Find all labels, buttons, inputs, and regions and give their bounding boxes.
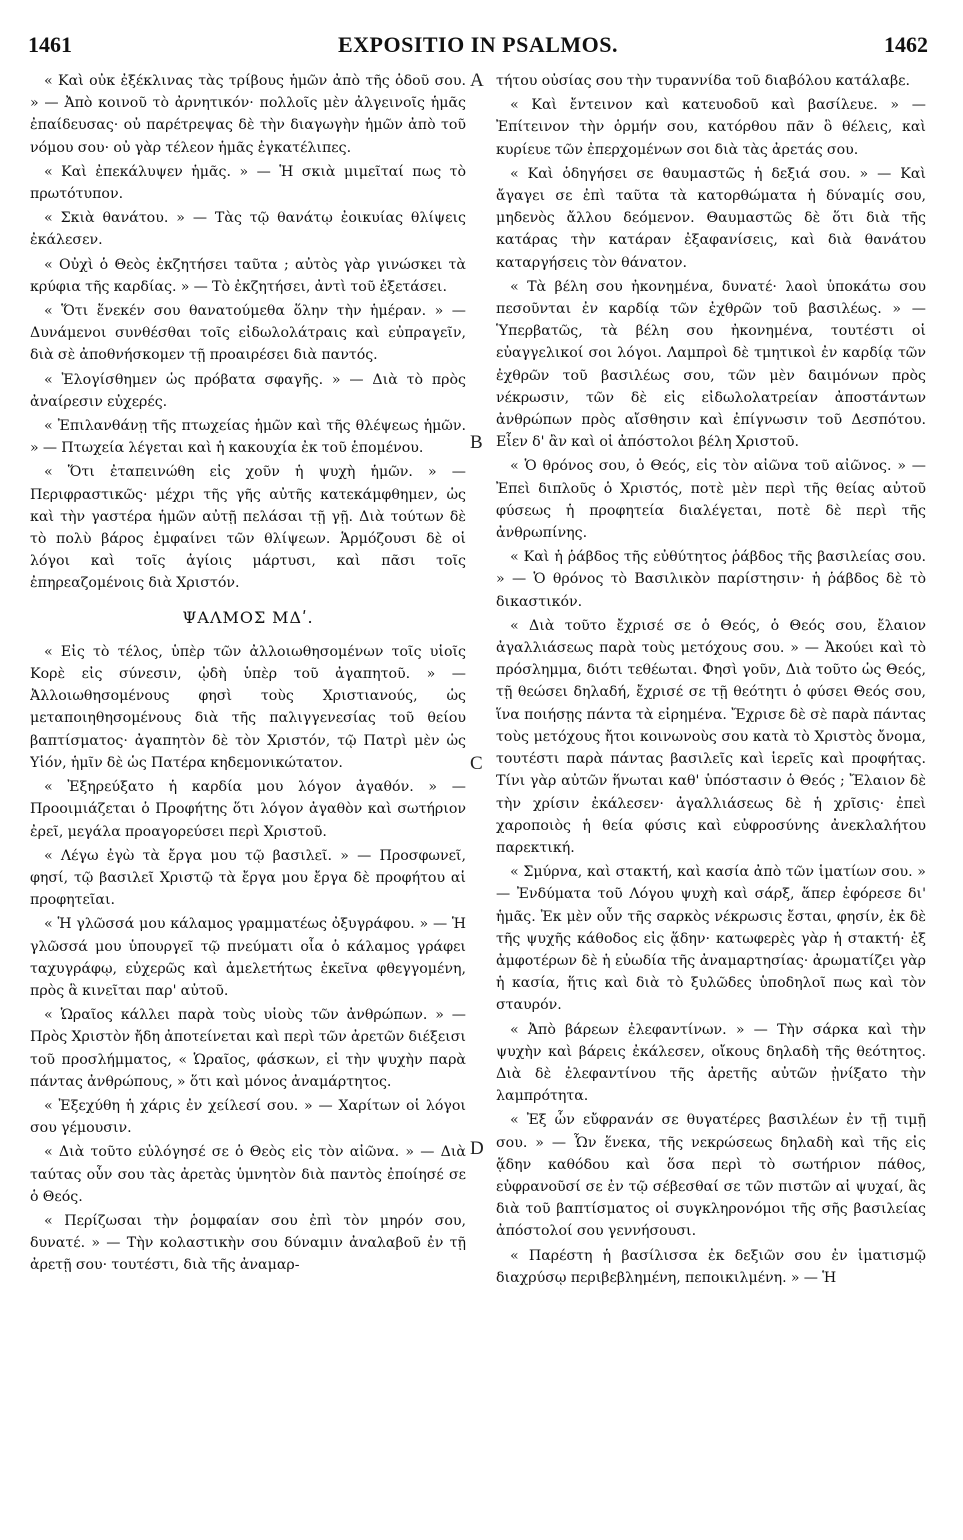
margin-marker-a: A	[470, 70, 484, 91]
left-column	[30, 70, 466, 1500]
paragraph: « Ἐπιλανθάνῃ τῆς πτωχείας ἡμῶν καὶ τῆς θλέψεως ἡμῶν. » — Πτωχεία λέγεται καὶ ἡ κακουχία ἐκ τοῦ ἑπομένου.	[30, 418, 466, 457]
page-title: EXPOSITIO IN PSALMOS.	[337, 32, 619, 57]
margin-marker-c: C	[470, 753, 483, 774]
page-number-right: 1462	[884, 32, 928, 57]
paragraph: « Ἐξ ὧν εὔφρανάν σε θυγατέρες βασιλέων ἐν τῇ τιμῇ σου. » — Ὧν ἕνεκα, τῆς νεκρώσεως δηλαδὴ καὶ τῆς εἰς ᾅδην καθόδου καὶ ὅσα περὶ τὸ σωτήριον πάθος, εὐφρανοῦσί σε ἐν τῷ σέβεσθαί σε τῶν πιστῶν αἱ ψυχαί, ἃς διὰ τοῦ βαπτίσματος οἱ συγκληρονόμοι τῆς σῆς βασιλείας ἀπόστολοί σου γεννήσουσι.	[496, 1112, 926, 1240]
running-header	[28, 32, 928, 56]
paragraph: « Καὶ ἐπεκάλυψεν ἡμᾶς. » — Ἡ σκιὰ μιμεῖταί πως τὸ πρωτότυπον.	[30, 163, 466, 203]
paragraph: « Καὶ οὐκ ἐξέκλινας τὰς τρίβους ἡμῶν ἀπὸ τῆς ὁδοῦ σου. » — Ἀπὸ κοινοῦ τὸ ἀρνητικόν· πολλοῖς μὲν ἀλγεινοῖς ἡμᾶς ἐπαίδευσας· οὐ παρέτρεψας δὲ τὴν διαγωγὴν ἡμῶν ἀπὸ τοῦ νόμου σου· οὐ γὰρ τέλεον ἡμᾶς ἐγκατέλιπες.	[30, 73, 466, 156]
section-title: ΨΑΛΜΟΣ ΜΔʹ.	[182, 607, 314, 627]
paragraph: « Σκιὰ θανάτου. » — Τὰς τῷ θανάτῳ ἐοικυίας θλίψεις ἐκάλεσεν.	[30, 210, 466, 249]
right-column	[496, 70, 926, 1500]
paragraph: « Οὐχὶ ὁ Θεὸς ἐκζητήσει ταῦτα ; αὐτὸς γὰρ γινώσκει τὰ κρύφια τῆς καρδίας. » — Τὸ ἐκζητήσει, ἀντὶ τοῦ ἐξετάσει.	[30, 256, 466, 295]
paragraph: « Ὡραῖος κάλλει παρὰ τοὺς υἱοὺς τῶν ἀνθρώπων. » — Πρὸς Χριστὸν ἤδη ἀποτείνεται καὶ περὶ τῶν ἀρετῶν διέξεισι τοῦ προσλήμματος, « Ὡραῖος, φάσκων, εἰ τὴν ψυχὴν παρὰ πάντας ἀνθρώπους, » ὅτι καὶ μόνος ἀναμάρτητος.	[30, 1007, 466, 1090]
paragraph: « Καὶ ὁδηγήσει σε θαυμαστῶς ἡ δεξιά σου. » — Καὶ ἄγαγει σε ἐπὶ ταῦτα τὰ κατορθώματα ἡ δύναμίς σου, μηδενὸς ἄλλου δεόμενον. Θαυμαστῶς δὲ ὅτι διὰ τῆς κατάρας τὴν κατάραν ἐξαφανίσεις, καὶ διὰ θανάτου καταργήσεις τὸν θάνατον.	[496, 165, 926, 271]
page-number-left: 1461	[28, 32, 72, 57]
paragraph: « Ὁ θρόνος σου, ὁ Θεός, εἰς τὸν αἰῶνα τοῦ αἰῶνος. » — Ἐπεὶ διπλοῦς ὁ Χριστός, ποτὲ μὲν περὶ τῆς θείας αὐτοῦ φύσεως ἡ προφητεία διαλέγεται, ποτὲ δὲ περὶ τῆς ἀνθρωπίνης.	[496, 458, 926, 542]
margin-marker-d: D	[470, 1138, 484, 1159]
paragraph: « Σμύρνα, καὶ στακτή, καὶ κασία ἀπὸ τῶν ἱματίων σου. » — Ἐνδύματα τοῦ Λόγου ψυχὴ καὶ σάρξ, ἅπερ ἐφόρεσε δι' ἡμᾶς. Ἐκ μὲν οὖν τῆς σαρκὸς νέκρωσις ἔσται, φησίν, ἐκ δὲ τῆς ψυχῆς κάθοδος εἰς ᾅδην· κατωφερὲς γὰρ ἡ στακτή· ἐξ ἀμφοτέρων δὲ ἡ εὐωδία τῆς ἀναμαρτησίας· ἀρωματίζει γὰρ ἡ κασία, ἥτις καὶ διὰ τὸ ξυλῶδες ὑποδηλοῖ πως καὶ τὸν σταυρόν.	[496, 864, 926, 1014]
paragraph: « Ὅτι ἕνεκέν σου θανατούμεθα ὅλην τὴν ἡμέραν. » — Δυνάμενοι συνθέσθαι τοῖς εἰδωλολάτραις καὶ εὐπραγεῖν, διὰ σὲ ἀποθνήσκομεν τῇ προαιρέσει διὰ παντός.	[30, 303, 466, 364]
paragraph: « Λέγω ἐγὼ τὰ ἔργα μου τῷ βασιλεῖ. » — Προσφωνεῖ, φησί, τῷ βασιλεῖ Χριστῷ τὰ ἔργα μου ἔργα δὲ προφήτου αἱ προφητεῖαι.	[30, 847, 466, 909]
paragraph: « Ἐξεχύθη ἡ χάρις ἐν χείλεσί σου. » — Χαρίτων οἱ λόγοι σου γέμουσιν.	[30, 1097, 466, 1137]
paragraph: « Τὰ βέλη σου ἠκονημένα, δυνατέ· λαοὶ ὑποκάτω σου πεσοῦνται ἐν καρδίᾳ τῶν ἐχθρῶν τοῦ βασιλέως. » — Ὑπερβατῶς, τὰ βέλη σου ἠκονημένα, τουτέστι οἱ εὐαγγελικοί σοι λόγοι. Λαμπροὶ δὲ τμητικοὶ ἐν καρδίᾳ τῶν ἐχθρῶν τοῦ βασιλέως σου, τῶν μὲν δαιμόνων πρὸς νέκρωσιν, τῶν δὲ εἰς εἰδωλολατρείαν ἀποστάντων ἀνθρώπων πρὸς αἴσθησιν καὶ ἐπίγνωσιν τοῦ Δεσπότου. Εἶεν δ' ἂν καὶ οἱ ἀπόστολοι βέλη Χριστοῦ.	[496, 278, 926, 451]
paragraph: « Ἡ γλῶσσά μου κάλαμος γραμματέως ὀξυγράφου. » — Ἡ γλῶσσά μου ὑπουργεῖ τῷ πνεύματι οἷα ὁ κάλαμος γράφει ταχυγράφῳ, εὐχερῶς καὶ ἀμελετήτως ἐκεῖνα φθεγγομένη, πρὸς ἃ κινεῖται παρ' αὐτοῦ.	[30, 916, 466, 999]
paragraph: « Καὶ ἔντεινον καὶ κατευοδοῦ καὶ βασίλευε. » — Ἐπίτεινον τὴν ὁρμήν σου, κατόρθου πᾶν ὃ θέλεις, καὶ κυρίευε τῶν ἐπερχομένων σοι διὰ τὰς ἀρετάς σου.	[496, 97, 926, 158]
paragraph: « Καὶ ἡ ῥάβδος τῆς εὐθύτητος ῥάβδος τῆς βασιλείας σου. » — Ὁ θρόνος τὸ Βασιλικὸν παρίστησιν· ἡ ῥάβδος δὲ τὸ δικαστικόν.	[496, 549, 926, 610]
paragraph: τήτου οὐσίας σου τὴν τυραννίδα τοῦ διαβόλου κατάλαβε.	[496, 73, 911, 89]
paragraph: « Ἐλογίσθημεν ὡς πρόβατα σφαγῆς. » — Διὰ τὸ πρὸς ἀναίρεσιν εὐχερές.	[30, 371, 466, 410]
paragraph: « Περίζωσαι τὴν ῥομφαίαν σου ἐπὶ τὸν μηρόν σου, δυνατέ. » — Τὴν κολαστικὴν σου δύναμιν ἀναλαβοῦ ἐν τῇ ἀρετῇ σου· τουτέστι, διὰ τῆς ἀναμαρ-	[30, 1212, 466, 1274]
paragraph: « Εἰς τὸ τέλος, ὑπὲρ τῶν ἀλλοιωθησομένων τοῖς υἱοῖς Κορὲ εἰς σύνεσιν, ᾠδὴ ὑπὲρ τοῦ ἀγαπητοῦ. » — Ἀλλοιωθησομένους φησὶ τοὺς Χριστιανούς, ὡς μεταποιηθησομένους διὰ τῆς παλιγγενεσίας τοῦ θείου βαπτίσματος· ἀγαπητὸν δὲ τὸν Χριστόν, τῷ Πατρὶ μὲν ὡς Υἱόν, ἡμῖν δὲ ὡς Πατέρα κηδεμονικώτατον.	[30, 643, 466, 771]
paragraph: « Παρέστη ἡ βασίλισσα ἐκ δεξιῶν σου ἐν ἱματισμῷ διαχρύσῳ περιβεβλημένη, πεποικιλμένη. » — Ἡ	[496, 1247, 926, 1286]
paragraph: « Ἀπὸ βάρεων ἐλεφαντίνων. » — Τὴν σάρκα καὶ τὴν ψυχὴν καὶ βάρεις ἐκάλεσεν, οἴκους δηλαδὴ τῆς θεότητος. Διὰ δὲ ἐλεφαντίνου τῆς ἀρετῆς αὐτῶν ᾐνίξατο τὴν λαμπρότητα.	[496, 1021, 926, 1105]
paragraph: « Διὰ τοῦτο εὐλόγησέ σε ὁ Θεὸς εἰς τὸν αἰῶνα. » — Διὰ ταύτας οὖν σου τὰς ἀρετὰς ὑμνητὸν διὰ παντὸς ἐποίησέ σε ὁ Θεός.	[30, 1144, 466, 1205]
paragraph: « Ἐξηρεύξατο ἡ καρδία μου λόγον ἀγαθόν. » — Προοιμιάζεται ὁ Προφήτης ὅτι λόγον ἀγαθὸν καὶ σωτήριον ἐρεῖ, μεγάλα προαγορεύσει περὶ Χριστοῦ.	[30, 779, 466, 840]
margin-marker-b: B	[470, 432, 483, 453]
paragraph: « Ὅτι ἐταπεινώθη εἰς χοῦν ἡ ψυχὴ ἡμῶν. » — Περιφραστικῶς· μέχρι τῆς γῆς αὐτῆς κατεκάμφθημεν, ὡς καὶ τὴν γαστέρα ἡμῶν αὐτῇ πελάσαι τῇ γῇ. Διὰ τούτων δὲ τὸ πολὺ βάρος ἐμφαίνει τῶν θλίψεων. Ἁρμόζουσι δὲ οἱ λόγοι καὶ τοῖς ἁγίοις μάρτυσι, καὶ πᾶσι τοῖς ἐπηρεαζομένοις διὰ Χριστόν.	[30, 464, 466, 592]
paragraph: « Διὰ τοῦτο ἔχρισέ σε ὁ Θεός, ὁ Θεός σου, ἔλαιον ἀγαλλιάσεως παρὰ τοὺς μετόχους σου. » — Ἀκούει καὶ τὸ πρόσλημμα, διότι τεθέωται. Φησὶ γοῦν, Διὰ τοῦτο ὡς Θεός, τῇ θεώσει δηλαδή, ἔχρισέ σε τῇ θεότητι ὁ φύσει Θεός σου, ἵνα ποιήσῃς πάντα τὰ εἰρημένα. Ἔχρισε δὲ σὲ παρὰ πάντας τοὺς μετόχους ἤτοι κοινωνοὺς σου κατὰ τὸ Χριστὸς ὄνομα, τουτέστι παρὰ πάντας βασιλεῖς καὶ ἱερεῖς καὶ προφήτας. Τίνι γὰρ αὐτῶν ἥνωται καθ' ὑπόστασιν ὁ Θεός ; Ἔλαιον δὲ τὴν χρίσιν ἐκάλεσεν· ἀγαλλιάσεως δὲ ἡ χρῖσις· ἐπεὶ χαροποιὸς ἡ θεία φύσις καὶ εὐφροσύνης ἀνεκλαλήτου παρεκτική.	[496, 617, 926, 856]
